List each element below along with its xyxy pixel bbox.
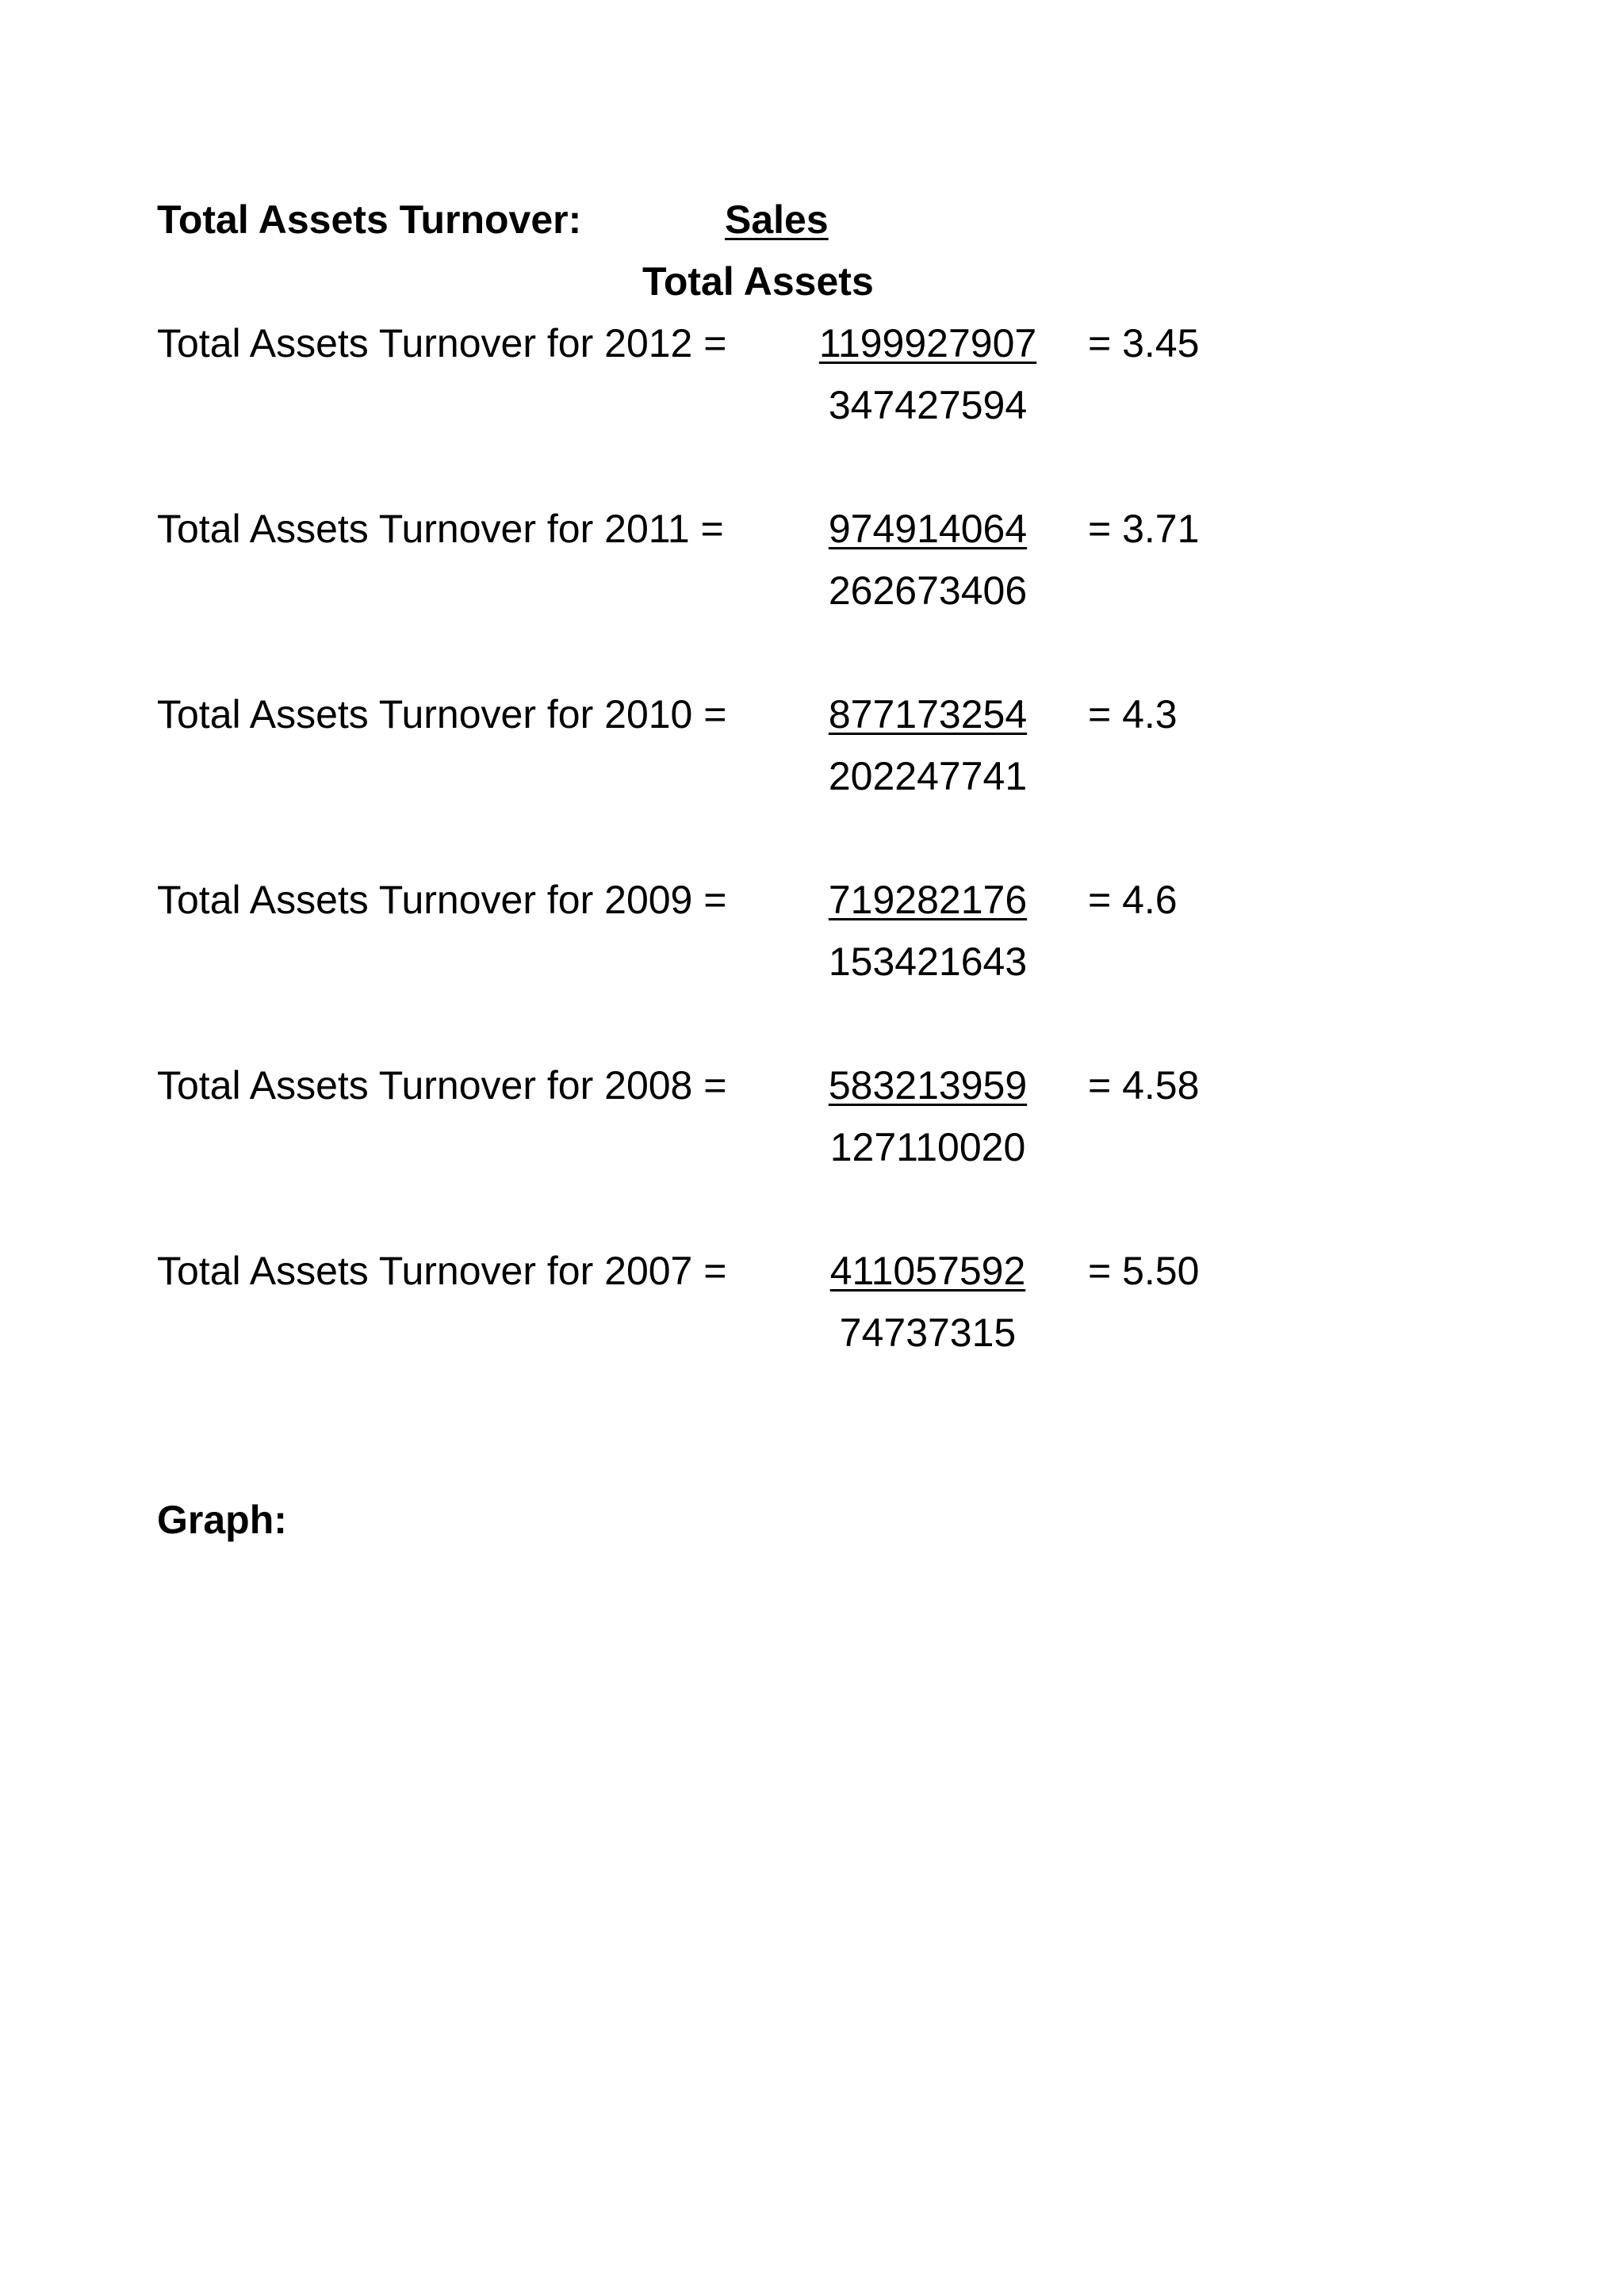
- row-numerator-2008: 583213959: [828, 1063, 1028, 1108]
- formula-numerator: Sales: [725, 197, 829, 242]
- row-denominator-2010: 202247741: [828, 754, 1028, 798]
- formula-denominator: Total Assets: [642, 259, 874, 304]
- row-numerator-2010: 877173254: [828, 692, 1028, 737]
- row-label-2007: Total Assets Turnover for 2007 =: [157, 1249, 727, 1293]
- row-result-2008: = 4.58: [1088, 1063, 1200, 1108]
- row-result-2009: = 4.6: [1088, 878, 1178, 922]
- row-label-2012: Total Assets Turnover for 2012 =: [157, 321, 727, 365]
- row-result-2012: = 3.45: [1088, 321, 1200, 365]
- row-denominator-2008: 127110020: [829, 1125, 1026, 1169]
- graph-heading: Graph:: [157, 1498, 287, 1542]
- row-label-2011: Total Assets Turnover for 2011 =: [157, 507, 724, 551]
- row-denominator-2009: 153421643: [828, 939, 1028, 984]
- row-result-2010: = 4.3: [1088, 692, 1178, 737]
- row-label-2010: Total Assets Turnover for 2010 =: [157, 692, 727, 737]
- row-denominator-2007: 74737315: [839, 1311, 1017, 1355]
- row-label-2008: Total Assets Turnover for 2008 =: [157, 1063, 727, 1108]
- row-numerator-2011: 974914064: [828, 507, 1028, 551]
- row-denominator-2011: 262673406: [828, 568, 1028, 613]
- row-numerator-2009: 719282176: [828, 878, 1028, 922]
- row-numerator-2012: 1199927907: [818, 321, 1037, 365]
- row-label-2009: Total Assets Turnover for 2009 =: [157, 878, 727, 922]
- row-denominator-2012: 347427594: [828, 383, 1028, 427]
- row-numerator-2007: 411057592: [829, 1249, 1026, 1293]
- row-result-2011: = 3.71: [1088, 507, 1200, 551]
- formula-title: Total Assets Turnover:: [157, 197, 582, 242]
- row-result-2007: = 5.50: [1088, 1249, 1200, 1293]
